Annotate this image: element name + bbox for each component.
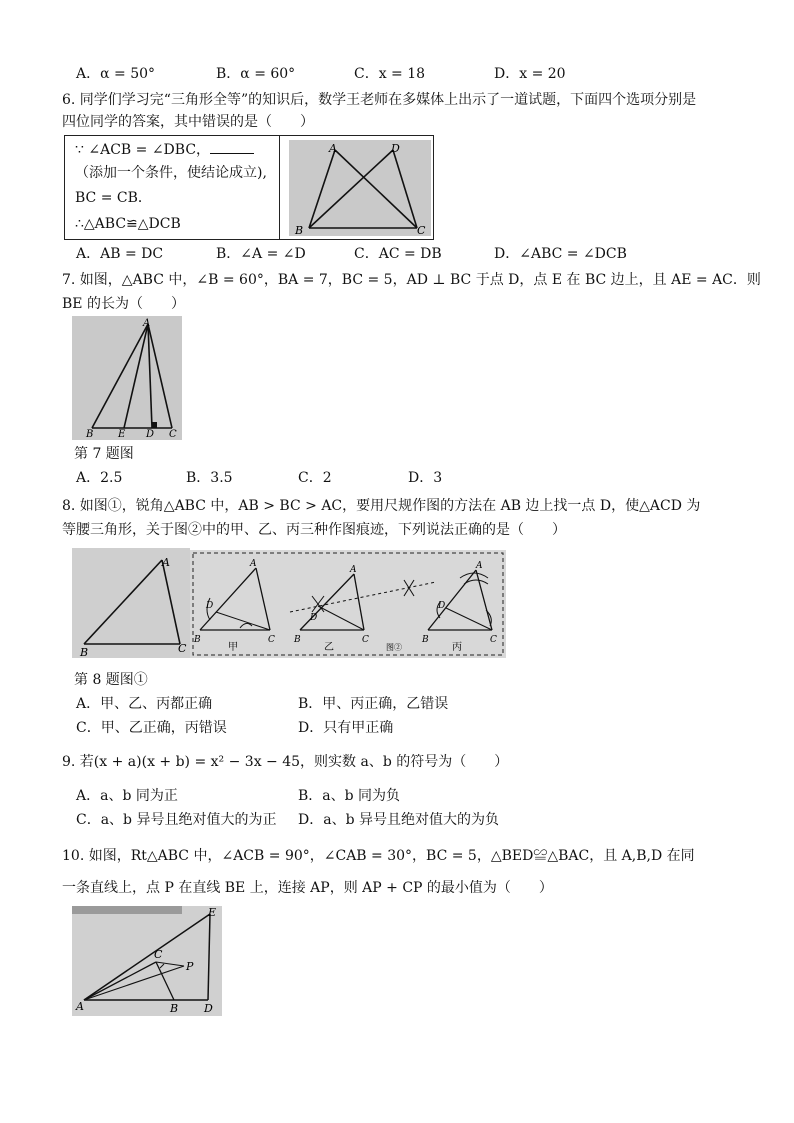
q8-option-b: B．甲、丙正确，乙错误: [298, 696, 449, 712]
q5-option-d: D．x = 20: [494, 66, 566, 82]
q8-jia-caption: 甲: [228, 642, 238, 653]
q7-option-c: C．2: [298, 470, 332, 486]
q10-label-d: D: [204, 1002, 213, 1015]
q6-label-a: A: [329, 142, 337, 155]
q6-label-b: B: [295, 224, 304, 236]
q7-stem-line1: 7. 如图，△ABC 中，∠B = 60°，BA = 7，BC = 5，AD ⊥ BC 于点 D，点 E 在 BC 边上，且 AE = AC．则: [62, 272, 761, 288]
q7-figure: [72, 316, 182, 440]
q8-yi-label-a: A: [350, 565, 357, 575]
q7-label-e: E: [118, 429, 126, 440]
q8-stem-line1: 8. 如图①，锐角△ABC 中，AB > BC > AC，要用尺规作图的方法在 AB 边上找一点 D，使△ACD 为: [62, 498, 701, 514]
q8-bing-label-c: C: [490, 635, 497, 645]
q10-stem-line2: 一条直线上，点 P 在直线 BE 上，连接 AP，则 AP + CP 的最小值为（ ）: [62, 880, 553, 896]
q6-stem-line1: 6. 同学们学习完“三角形全等”的知识后，数学王老师在多媒体上出示了一道试题，下面四个选项分别是: [62, 92, 697, 108]
q8-fig1-label-c: C: [178, 642, 187, 655]
q9-option-a: A．a、b 同为正: [76, 788, 178, 804]
q5-option-a: A．α = 50°: [76, 66, 156, 82]
q8-bing-label-a: A: [476, 561, 483, 571]
q8-yi-label-c: C: [362, 635, 369, 645]
q6-label-d: D: [391, 142, 400, 155]
q6-option-b: B．∠A = ∠D: [216, 246, 306, 262]
q6-box-line1: ∵ ∠ACB = ∠DBC，: [75, 142, 211, 158]
q8-jia-label-c: C: [268, 635, 275, 645]
q6-box-line4: ∴△ABC≌△DCB: [75, 216, 181, 232]
q8-option-c: C．甲、乙正确，丙错误: [76, 720, 227, 736]
q7-stem-line2: BE 的长为（ ）: [62, 296, 185, 312]
q7-label-b: B: [86, 429, 94, 440]
q10-label-p: P: [186, 960, 194, 973]
q8-stem-line2: 等腰三角形，关于图②中的甲、乙、丙三种作图痕迹，下列说法正确的是（ ）: [62, 522, 566, 538]
q6-label-c: C: [417, 224, 426, 236]
q8-yi-caption: 乙: [324, 642, 334, 653]
q8-fig1-label-a: A: [162, 556, 170, 569]
q8-bing-caption: 丙: [452, 642, 462, 653]
q5-option-c: C．x = 18: [354, 66, 426, 82]
q8-bing-label-d: D: [438, 601, 446, 611]
q9-stem: 9. 若(x + a)(x + b) = x² − 3x − 45，则实数 a、b 的符号为（ ）: [62, 754, 509, 770]
q10-label-e: E: [208, 906, 217, 919]
q7-option-b: B．3.5: [186, 470, 233, 486]
q6-option-c: C．AC = DB: [354, 246, 442, 262]
q8-caption: 第 8 题图①: [74, 672, 148, 688]
q8-fig2-caption: 图②: [386, 643, 402, 652]
q6-condition-box: [64, 135, 434, 240]
q8-jia-label-d: D: [206, 601, 214, 611]
q8-jia-label-b: B: [194, 635, 201, 645]
q6-answer-blank: [210, 139, 254, 154]
q6-stem-line2: 四位同学的答案，其中错误的是（ ）: [62, 114, 314, 130]
q8-fig1-label-b: B: [80, 646, 89, 658]
q7-label-d: D: [146, 429, 155, 440]
q6-proof-panel: [65, 136, 280, 239]
q10-label-a: A: [76, 1000, 84, 1013]
q9-option-c: C．a、b 异号且绝对值大的为正: [76, 812, 277, 828]
q7-caption: 第 7 题图: [74, 446, 134, 462]
q7-option-d: D．3: [408, 470, 443, 486]
q7-label-a: A: [143, 318, 151, 329]
q8-bing-label-b: B: [422, 635, 429, 645]
q9-option-b: B．a、b 同为负: [298, 788, 401, 804]
q6-box-line3: BC = CB．: [75, 190, 152, 206]
q6-option-d: D．∠ABC = ∠DCB: [494, 246, 627, 262]
q6-figure: [289, 140, 431, 236]
q10-label-c: C: [154, 948, 163, 961]
q8-yi-label-d: D: [310, 613, 318, 623]
q6-box-line2: （添加一个条件，使结论成立),: [75, 165, 267, 181]
q8-option-a: A．甲、乙、丙都正确: [76, 696, 213, 712]
q9-option-d: D．a、b 异号且绝对值大的为负: [298, 812, 499, 828]
q7-option-a: A．2.5: [76, 470, 123, 486]
q8-figure-2: [190, 550, 506, 658]
q7-label-c: C: [169, 429, 177, 440]
q10-stem-line1: 10. 如图，Rt△ABC 中，∠ACB = 90°，∠CAB = 30°，BC = 5，△BED≌△BAC，且 A,B,D 在同: [62, 848, 695, 864]
q8-figure-1: [72, 548, 190, 658]
q6-option-a: A．AB = DC: [76, 246, 164, 262]
q8-yi-label-b: B: [294, 635, 301, 645]
q5-option-b: B．α = 60°: [216, 66, 296, 82]
q10-figure: [72, 906, 222, 1016]
q10-label-b: B: [170, 1002, 179, 1015]
q8-option-d: D．只有甲正确: [298, 720, 394, 736]
q8-jia-label-a: A: [250, 559, 257, 569]
